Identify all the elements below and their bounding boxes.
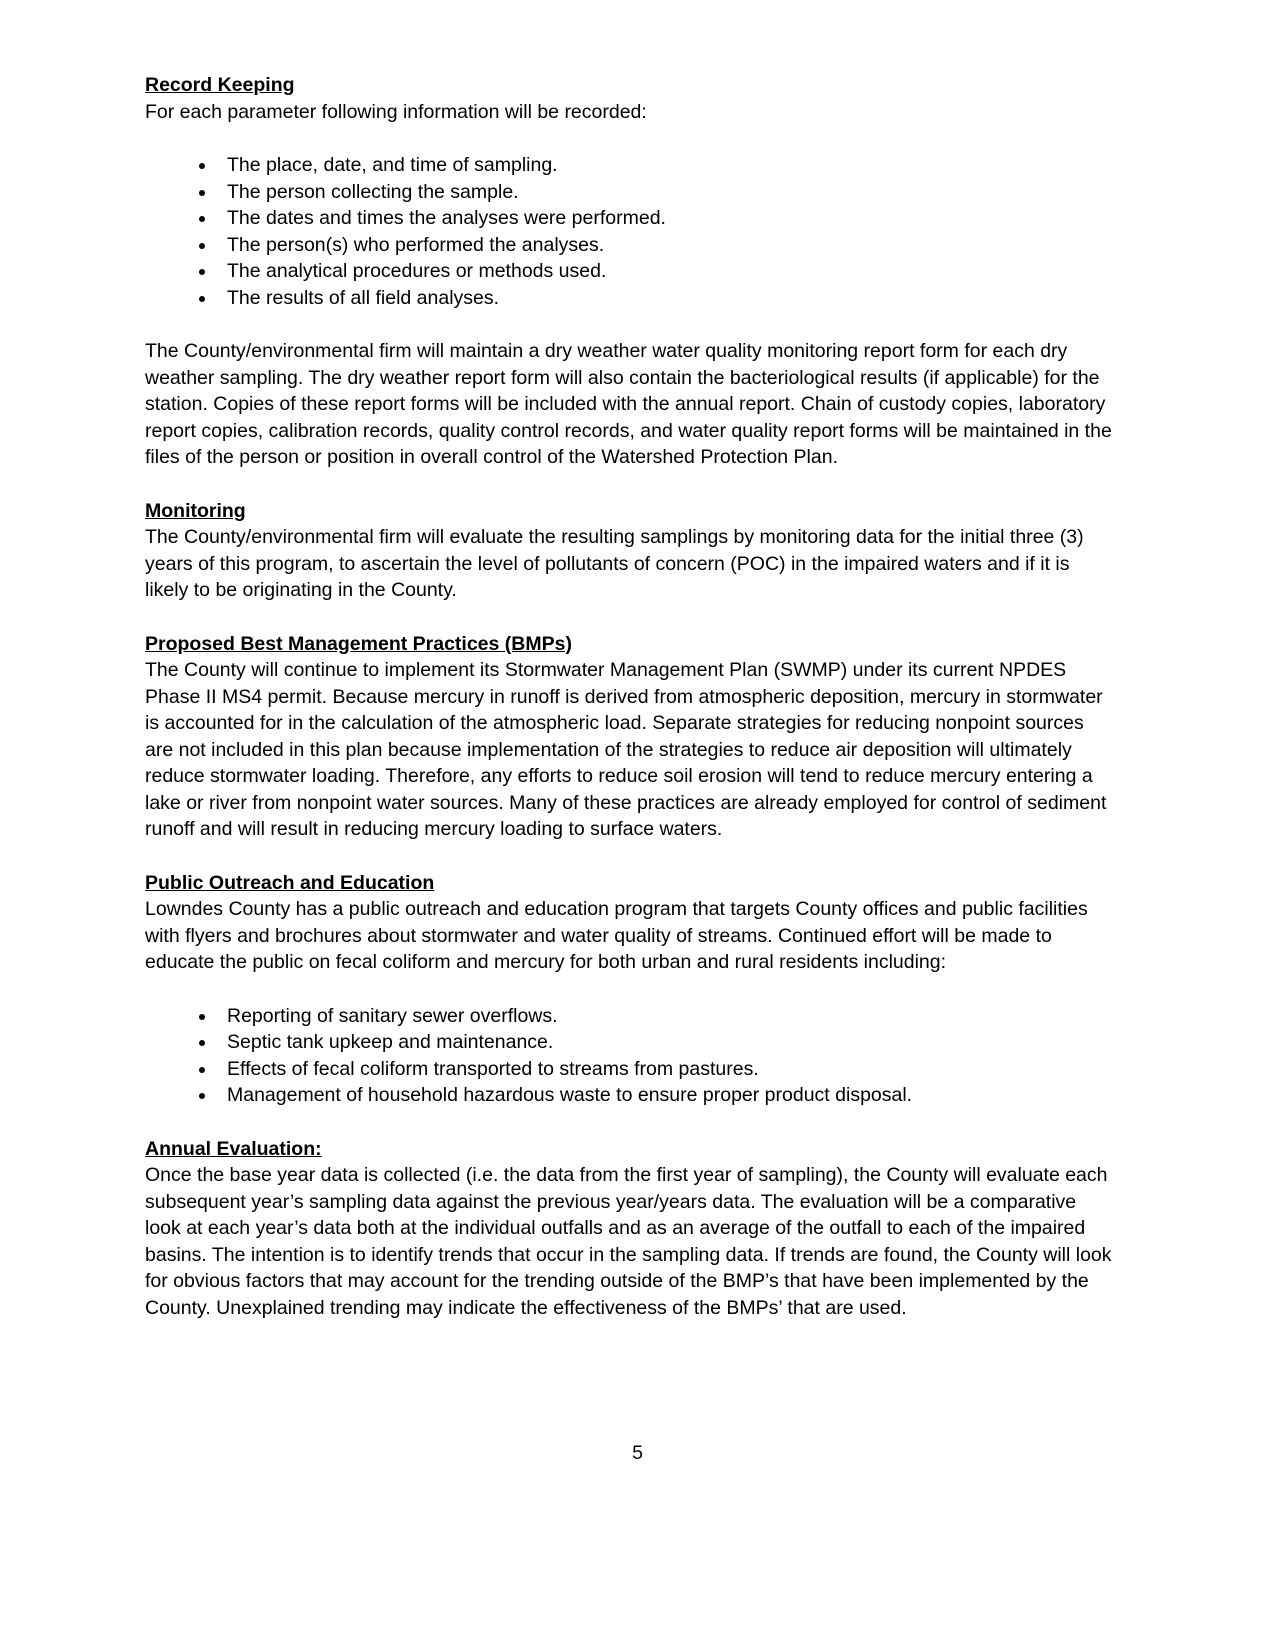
bullet-item: • The analytical procedures or methods used.	[217, 258, 1115, 285]
section-heading: Annual Evaluation:	[145, 1137, 322, 1160]
page-footer	[0, 1440, 1275, 1467]
paragraph: The County will continue to implement its Stormwater Management Plan (SWMP) under its current NPDES Phase II MS4 permit. Because mercury in runoff is derived from atmospheric deposition, mercury in stormwater is accounted for in the calculation of the atmospheric load. Separate strategies for reducing nonpoint sources are not included in this plan because implementation of the strategies to reduce air deposition will ultimately reduce stormwater loading. Therefore, any efforts to reduce soil erosion will tend to reduce mercury entering a lake or river from nonpoint water sources. Many of these practices are already employed for control of sediment runoff and will result in reducing mercury loading to surface waters.	[145, 659, 1107, 840]
section-proposed-bmps	[145, 631, 1115, 843]
bullet-item: • The place, date, and time of sampling.	[217, 152, 1115, 179]
section-heading: Public Outreach and Education	[145, 871, 435, 894]
bullet-item: • The results of all field analyses.	[217, 285, 1115, 312]
paragraph: Once the base year data is collected (i.e. the data from the first year of sampling), the County will evaluate each subsequent year’s sampling data against the previous year/years data. The evaluation will be a comparative look at each year’s data both at the individual outfalls and as an average of the outfall to each of the impaired basins. The intention is to identify trends that occur in the sampling data. If trends are found, the County will look for obvious factors that may account for the trending outside of the BMP’s that have been implemented by the County. Unexplained trending may indicate the effectiveness of the BMPs’ that are used.	[145, 1164, 1112, 1319]
section-heading: Record Keeping	[145, 74, 295, 96]
section-annual-evaluation	[145, 1136, 1115, 1322]
bullet-item: • Reporting of sanitary sewer overflows.	[217, 1003, 1115, 1030]
paragraph: For each parameter following information will be recorded:	[145, 100, 647, 123]
bullet-list	[145, 1003, 1115, 1109]
bullet-item: • Effects of fecal coliform transported to streams from pastures.	[217, 1056, 1115, 1083]
section-record-keeping	[145, 72, 1115, 471]
bullet-item: • Management of household hazardous waste to ensure proper product disposal.	[217, 1082, 1115, 1109]
paragraph: The County/environmental firm will maintain a dry weather water quality monitoring report form for each dry weather sampling. The dry weather report form will also contain the bacteriological results (if applicable) for the station. Copies of these report forms will be included with the annual report. Chain of custody copies, laboratory report copies, calibration records, quality control records, and water quality report forms will be maintained in the files of the person or position in overall control of the Watershed Protection Plan.	[145, 340, 1112, 468]
bullet-item: • The dates and times the analyses were performed.	[217, 205, 1115, 232]
section-heading: Proposed Best Management Practices (BMPs)	[145, 632, 572, 655]
bullet-item: • Septic tank upkeep and maintenance.	[217, 1029, 1115, 1056]
page-number: 5	[632, 1442, 643, 1464]
paragraph: Lowndes County has a public outreach and education program that targets County offices and public facilities with flyers and brochures about stormwater and water quality of streams. Continued effort will be made to educate the public on fecal coliform and mercury for both urban and rural residents including:	[145, 898, 1088, 973]
section-heading: Monitoring	[145, 499, 246, 522]
bullet-item: • The person(s) who performed the analyses.	[217, 232, 1115, 259]
paragraph: The County/environmental firm will evaluate the resulting samplings by monitoring data for the initial three (3) years of this program, to ascertain the level of pollutants of concern (POC) in the impaired waters and if it is likely to be originating in the County.	[145, 526, 1084, 601]
section-public-outreach	[145, 870, 1115, 1109]
bullet-item: • The person collecting the sample.	[217, 179, 1115, 206]
bullet-list	[145, 152, 1115, 311]
section-monitoring	[145, 498, 1115, 604]
